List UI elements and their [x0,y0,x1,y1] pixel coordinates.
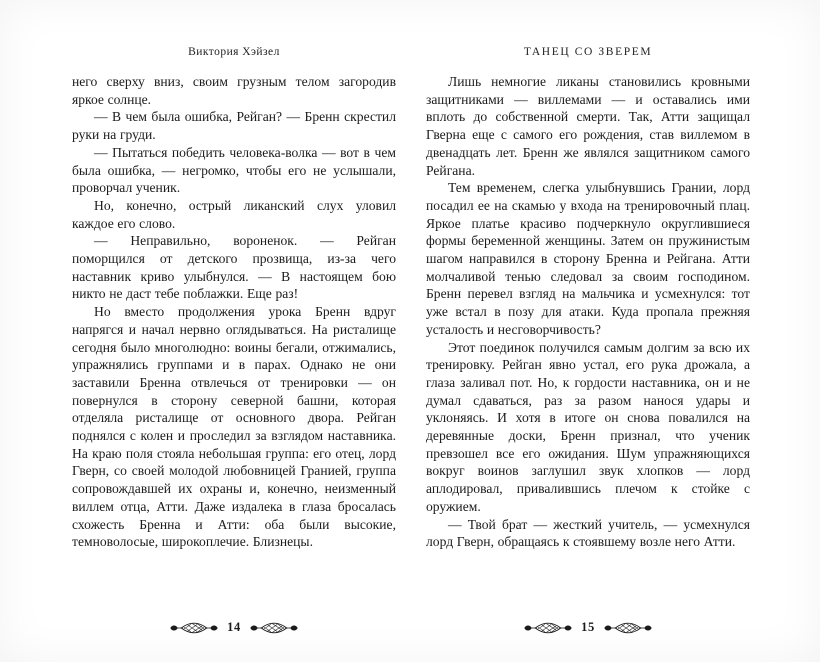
paragraph: Лишь немногие ликаны становились кровными защитниками — виллемами — и оставались ими вплоть до собственной смерти. Так, Атти защищал Гверна еще с самого его рождения, став виллемом в двенадцать лет. Бренн же являлся защитником самого Рейгана. [426,74,750,178]
flourish-ornament-icon [170,622,218,634]
page-body-right [426,73,750,614]
running-header-author: Виктория Хэйзел [188,46,280,58]
paragraph: Тем временем, слегка улыбнувшись Грании, лорд посадил ее на скамью у входа на тренировочный плац. Яркое платье красиво подчеркнуло округлившиеся формы беременной женщины. Затем он пружинистым шагом направился в сторону Бренна и Рейгана. Атти молчаливой тенью следовал за своим господином. Бренн перевел взгляд на мальчика и усмехнулся: тот уже встал в позу для атаки. Куда пропала прежняя усталость и несговорчивость? [426,180,750,337]
flourish-ornament-icon [524,622,572,634]
flourish-ornament-icon [604,622,652,634]
paragraph: — Пытаться победить человека-волка — вот в чем была ошибка, — негромко, чтобы его не услышали, проворчал ученик. [72,144,396,196]
page-footer-left [72,614,396,636]
page-number: 15 [581,619,595,634]
page-body-left [72,73,396,614]
paragraph: Этот поединок получился самым долгим за всю их тренировку. Рейган явно устал, его рука дрожала, а глаза заливал пот. Но, к гордости наставника, он и не думал сдаваться, раз за разом нанося удары и уклоняясь. И хотя в итоге он снова повалился на деревянные доски, Бренн признал, что ученик превзошел все его ожидания. Шум упражняющихся вокруг воинов заглушил звук хлопков — лорд аплодировал, привалившись плечом к стойке с оружием. [426,339,750,514]
paragraph: Но вместо продолжения урока Бренн вдруг напрягся и начал нервно оглядываться. На ристалище сегодня было многолюдно: воины бегали, отжимались, упражнялись группами и в парах. Однако не они заставили Бренна отвлечься от тренировки — он повернулся в сторону северной башни, которая отделяла ристалище от основного двора. Рейган поднялся с колен и проследил за взглядом наставника. На краю поля стояла небольшая группа: его отец, лорд Гверн, со своей молодой любовницей Гранией, группа сопровождавшей их охраны и, конечно, неизменный виллем отца, Атти. Даже издалека в глаза бросалась схожесть Бренна и Атти: оба были высокие, темноволосые, широкоплечие. Близнецы. [72,304,396,550]
paragraph: — Неправильно, вороненок. — Рейган поморщился от детского прозвища, из-за чего наставник криво улыбнулся. — В настоящем бою никто не даст тебе поблажки. Еще раз! [72,233,396,302]
paragraph: него сверху вниз, своим грузным телом загородив яркое солнце. [72,74,396,107]
running-header-title: ТАНЕЦ СО ЗВЕРЕМ [523,46,653,58]
page-number: 14 [227,619,241,634]
flourish-ornament-icon [250,622,298,634]
paragraph: — В чем была ошибка, Рейган? — Бренн скрестил руки на груди. [72,109,396,143]
page-left [72,46,396,636]
paragraph: Но, конечно, острый ликанский слух уловил каждое его слово. [72,197,396,231]
paragraph: — Твой брат — жесткий учитель, — усмехнулся лорд Гверн, обращаясь к стоявшему возле него Атти. [426,516,750,550]
page-right [426,46,750,636]
page-footer-right [426,614,750,636]
